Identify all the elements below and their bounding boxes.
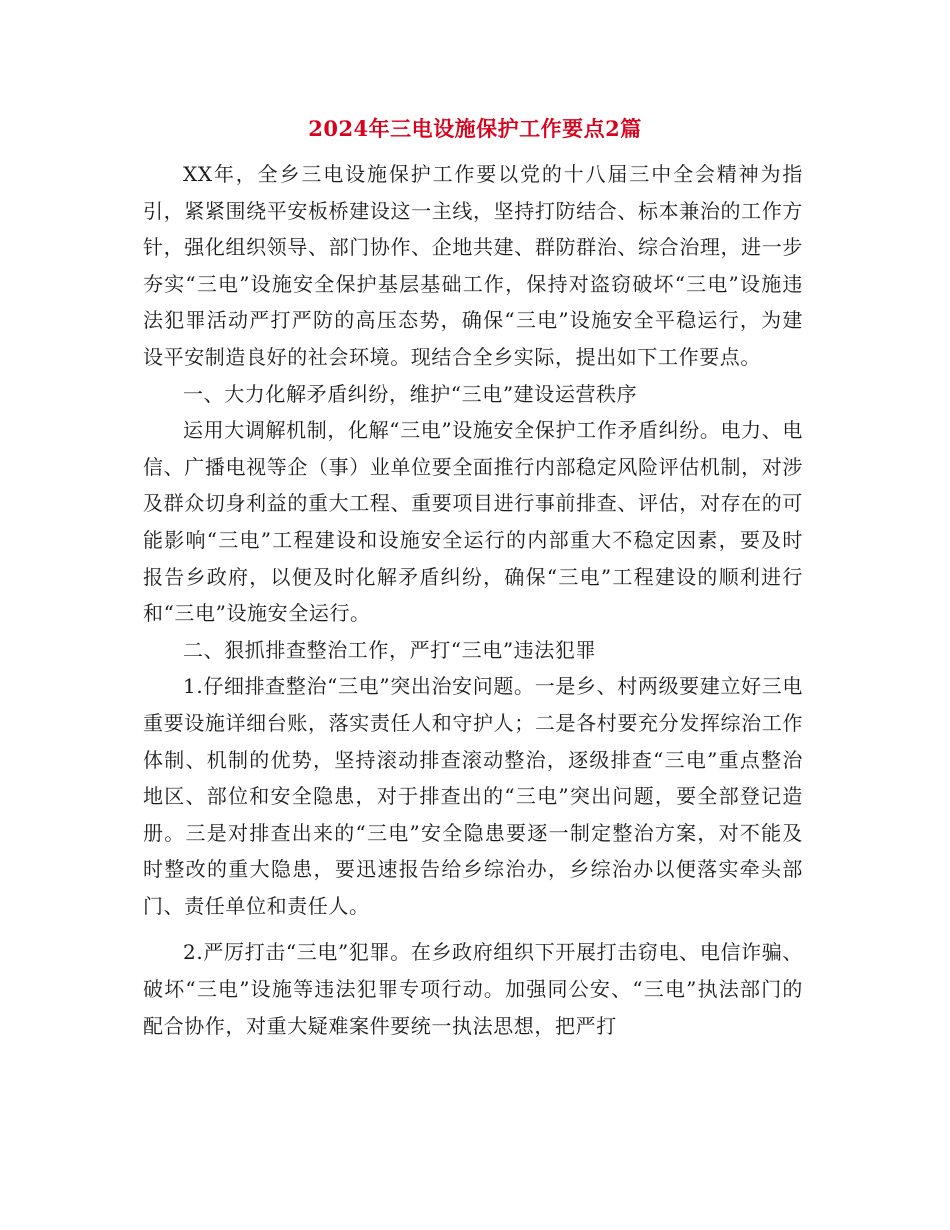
document-title: 2024年三电设施保护工作要点2篇: [308, 116, 642, 141]
section-2-item-1: 1.仔细排查整治“三电”突出治安问题。一是乡、村两级要建立好三电重要设施详细台账，落实责任人和守护人；二是各村要充分发挥综治工作体制、机制的优势，坚持滚动排查滚动整治，逐级排查“三电”重点整治地区、部位和安全隐患，对于排查出的“三电”突出问题，要全部登记造册。三是对排查出来的“三电”安全隐患要逐一制定整治方案，对不能及时整改的重大隐患，要迅速报告给乡综治办，乡综治办以便落实牵头部门、责任单位和责任人。: [143, 674, 803, 918]
intro-paragraph: XX年，全乡三电设施保护工作要以党的十八届三中全会精神为指引，紧紧围绕平安板桥建设这一主线，坚持打防结合、标本兼治的工作方针，强化组织领导、部门协作、企地共建、群防群治、综合治理，进一步夯实“三电”设施安全保护基层基础工作，保持对盗窃破坏“三电”设施违法犯罪活动严打严防的高压态势，确保“三电”设施安全平稳运行，为建设平安制造良好的社会环境。现结合全乡实际，提出如下工作要点。: [143, 162, 803, 369]
section-1-paragraph: 运用大调解机制，化解“三电”设施安全保护工作矛盾纠纷。电力、电信、广播电视等企（事）业单位要全面推行内部稳定风险评估机制，对涉及群众切身利益的重大工程、重要项目进行事前排查、评估，对存在的可能影响“三电”工程建设和设施安全运行的内部重大不稳定因素，要及时报告乡政府，以便及时化解矛盾纠纷，确保“三电”工程建设的顺利进行和“三电”设施安全运行。: [143, 418, 803, 626]
section-2-heading: 二、狠抓排查整治工作，严打“三电”违法犯罪: [183, 637, 597, 662]
paragraph-gap: [143, 924, 803, 934]
document-body: [143, 156, 803, 1044]
section-2-item-2: 2.严厉打击“三电”犯罪。在乡政府组织下开展打击窃电、电信诈骗、破坏“三电”设施等违法犯罪专项行动。加强同公安、“三电”执法部门的配合协作，对重大疑难案件要统一执法思想，把严打: [143, 940, 803, 1038]
section-1-heading: 一、大力化解矛盾纠纷，维护“三电”建设运营秩序: [183, 381, 638, 406]
